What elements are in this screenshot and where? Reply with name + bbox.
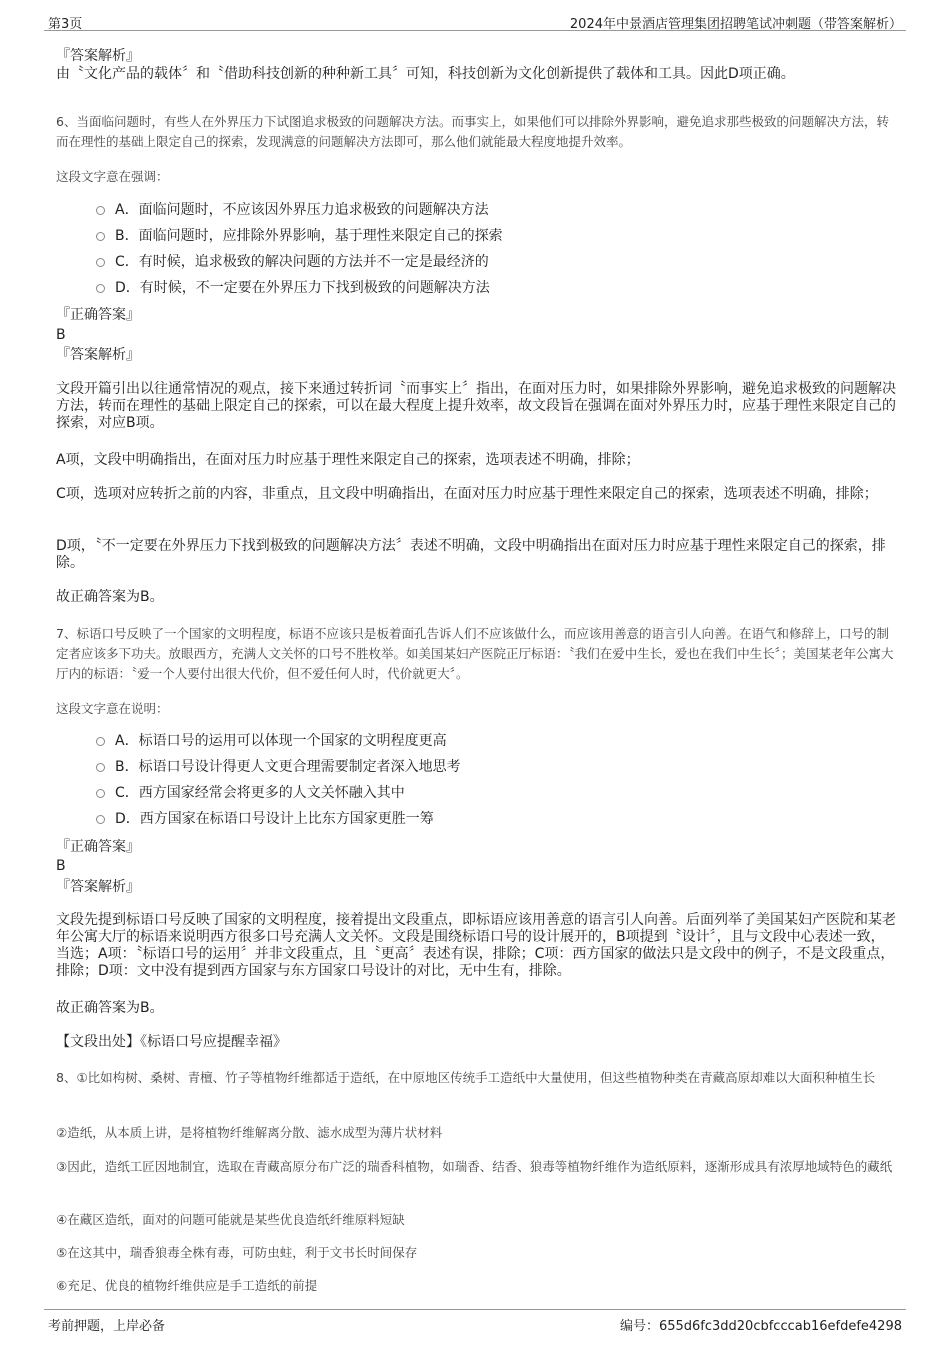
q6-answer-label: 『正确答案』 xyxy=(56,307,140,323)
page-header xyxy=(44,0,906,31)
code-label: 编号： xyxy=(619,1319,659,1334)
q8-sentence-5: ⑤在这其中，瑞香狼毒全株有毒，可防虫蛀，利于文书长时间保存 xyxy=(56,1245,418,1260)
radio-icon[interactable] xyxy=(96,206,105,215)
q7-source: 【文段出处】《标语口号应提醒幸福》 xyxy=(56,1034,287,1050)
q8-sentence-6: ⑥充足、优良的植物纤维供应是手工造纸的前提 xyxy=(56,1278,318,1293)
document-code xyxy=(620,1315,902,1334)
q7-option-b[interactable]: B．标语口号设计得更人文更合理需要制定者深入地思考 xyxy=(96,757,461,777)
page-number: 第3页 xyxy=(48,17,83,32)
q6-option-c[interactable]: C．有时候，追求极致的解决问题的方法并不一定是最经济的 xyxy=(96,252,489,272)
q7-stem: 这段文字意在说明： xyxy=(56,701,169,716)
q8-sentence-1: 8、①比如构树、桑树、青檀、竹子等植物纤维都适于造纸，在中原地区传统手工造纸中大量使用，但这些植物种类在青藏高原却难以大面积种植生长 xyxy=(56,1070,876,1085)
q6-analysis-main: 文段开篇引出以往通常情况的观点，接下来通过转折词〝而事实上〞指出，在面对压力时，如果排除外界影响，避免追求极致的问题解决方法，转而在理性的基础上限定自己的探索，可以在最大程度上提升效率，故文段旨在强调在面对外界压力时，应基于理性来限定自己的探索，对应B项。 xyxy=(56,381,896,431)
page-footer xyxy=(44,1309,906,1340)
q6-stem: 这段文字意在强调： xyxy=(56,169,169,184)
q6-analysis-d: D项，〝不一定要在外界压力下找到极致的问题解决方法〞表述不明确，文段中明确指出在面对压力时应基于理性来限定自己的探索，排除。 xyxy=(56,538,886,571)
top-analysis-label: 『答案解析』 xyxy=(56,48,140,64)
q6-option-d[interactable]: D．有时候，不一定要在外界压力下找到极致的问题解决方法 xyxy=(96,278,490,298)
q8-sentence-3: ③因此，造纸工匠因地制宜，选取在青藏高原分布广泛的瑞香科植物，如瑞香、结香、狼毒等植物纤维作为造纸原料，逐渐形成具有浓厚地域特色的藏纸 xyxy=(56,1159,893,1174)
radio-icon[interactable] xyxy=(96,737,105,746)
q7-option-a[interactable]: A．标语口号的运用可以体现一个国家的文明程度更高 xyxy=(96,731,447,751)
radio-icon[interactable] xyxy=(96,232,105,241)
radio-icon[interactable] xyxy=(96,763,105,772)
q8-sentence-2: ②造纸，从本质上讲，是将植物纤维解离分散、滤水成型为薄片状材料 xyxy=(56,1125,443,1140)
code-value: 655d6fc3dd20cbfcccab16efdefe4298 xyxy=(658,1319,902,1334)
q6-option-a[interactable]: A．面临问题时，不应该因外界压力追求极致的问题解决方法 xyxy=(96,200,489,220)
q7-option-c[interactable]: C．西方国家经常会将更多的人文关怀融入其中 xyxy=(96,783,405,803)
radio-icon[interactable] xyxy=(96,789,105,798)
footer-slogan: 考前押题，上岸必备 xyxy=(48,1319,166,1334)
q6-analysis-c: C项，选项对应转折之前的内容，非重点，且文段中明确指出，在面对压力时应基于理性来限定自己的探索，选项表述不明确，排除； xyxy=(56,486,878,502)
q6-text: 6、当面临问题时，有些人在外界压力下试图追求极致的问题解决方法。而事实上，如果他们可以排除外界影响，避免追求那些极致的问题解决方法，转而在理性的基础上限定自己的探索，发现满意的问题解决方法即可，那么他们就能最大程度地提升效率。 xyxy=(56,114,889,149)
q6-option-b[interactable]: B．面临问题时，应排除外界影响，基于理性来限定自己的探索 xyxy=(96,226,503,246)
q6-analysis-label: 『答案解析』 xyxy=(56,347,140,363)
q8-sentence-4: ④在藏区造纸，面对的问题可能就是某些优良造纸纤维原料短缺 xyxy=(56,1212,405,1227)
q7-analysis-label: 『答案解析』 xyxy=(56,879,140,895)
top-analysis-text: 由〝文化产品的载体〞和〝借助科技创新的种种新工具〞可知，科技创新为文化创新提供了载体和工具。因此D项正确。 xyxy=(56,66,795,82)
q6-conclusion: 故正确答案为B。 xyxy=(56,589,164,605)
q7-option-d[interactable]: D．西方国家在标语口号设计上比东方国家更胜一筹 xyxy=(96,809,434,829)
radio-icon[interactable] xyxy=(96,284,105,293)
q7-analysis-main: 文段先提到标语口号反映了国家的文明程度，接着提出文段重点，即标语应该用善意的语言引人向善。后面列举了美国某妇产医院和某老年公寓大厅的标语来说明西方很多口号充满人文关怀。文段是围绕标语口号的设计展开的，B项提到〝设计〞，且与文段中心表述一致，当选；A项：〝标语口号的运用〞并非文段重点，且〝更高〞表述有误，排除；C项：西方国家的做法只是文段中的例子，不是文段重点，排除；D项：文中没有提到西方国家与东方国家口号设计的对比，无中生有，排除。 xyxy=(56,912,896,979)
q6-analysis-a: A项，文段中明确指出，在面对压力时应基于理性来限定自己的探索，选项表述不明确，排除； xyxy=(56,452,640,468)
q7-conclusion: 故正确答案为B。 xyxy=(56,1000,164,1016)
q7-text: 7、标语口号反映了一个国家的文明程度，标语不应该只是板着面孔告诉人们不应该做什么，而应该用善意的语言引人向善。在语气和修辞上，口号的制定者应该多下功夫。放眼西方，充满人文关怀的口号不胜枚举。如美国某妇产医院正厅标语：〝我们在爱中生长，爱也在我们中生长〞；美国某老年公寓大厅内的标语：〝爱一个人要付出很大代价，但不爱任何人时，代价就更大〞。 xyxy=(56,626,894,681)
q6-answer: B xyxy=(56,327,66,343)
document-title: 2024年中景酒店管理集团招聘笔试冲刺题（带答案解析） xyxy=(569,17,902,32)
q7-answer-label: 『正确答案』 xyxy=(56,839,140,855)
radio-icon[interactable] xyxy=(96,815,105,824)
radio-icon[interactable] xyxy=(96,258,105,267)
q7-answer: B xyxy=(56,858,66,874)
